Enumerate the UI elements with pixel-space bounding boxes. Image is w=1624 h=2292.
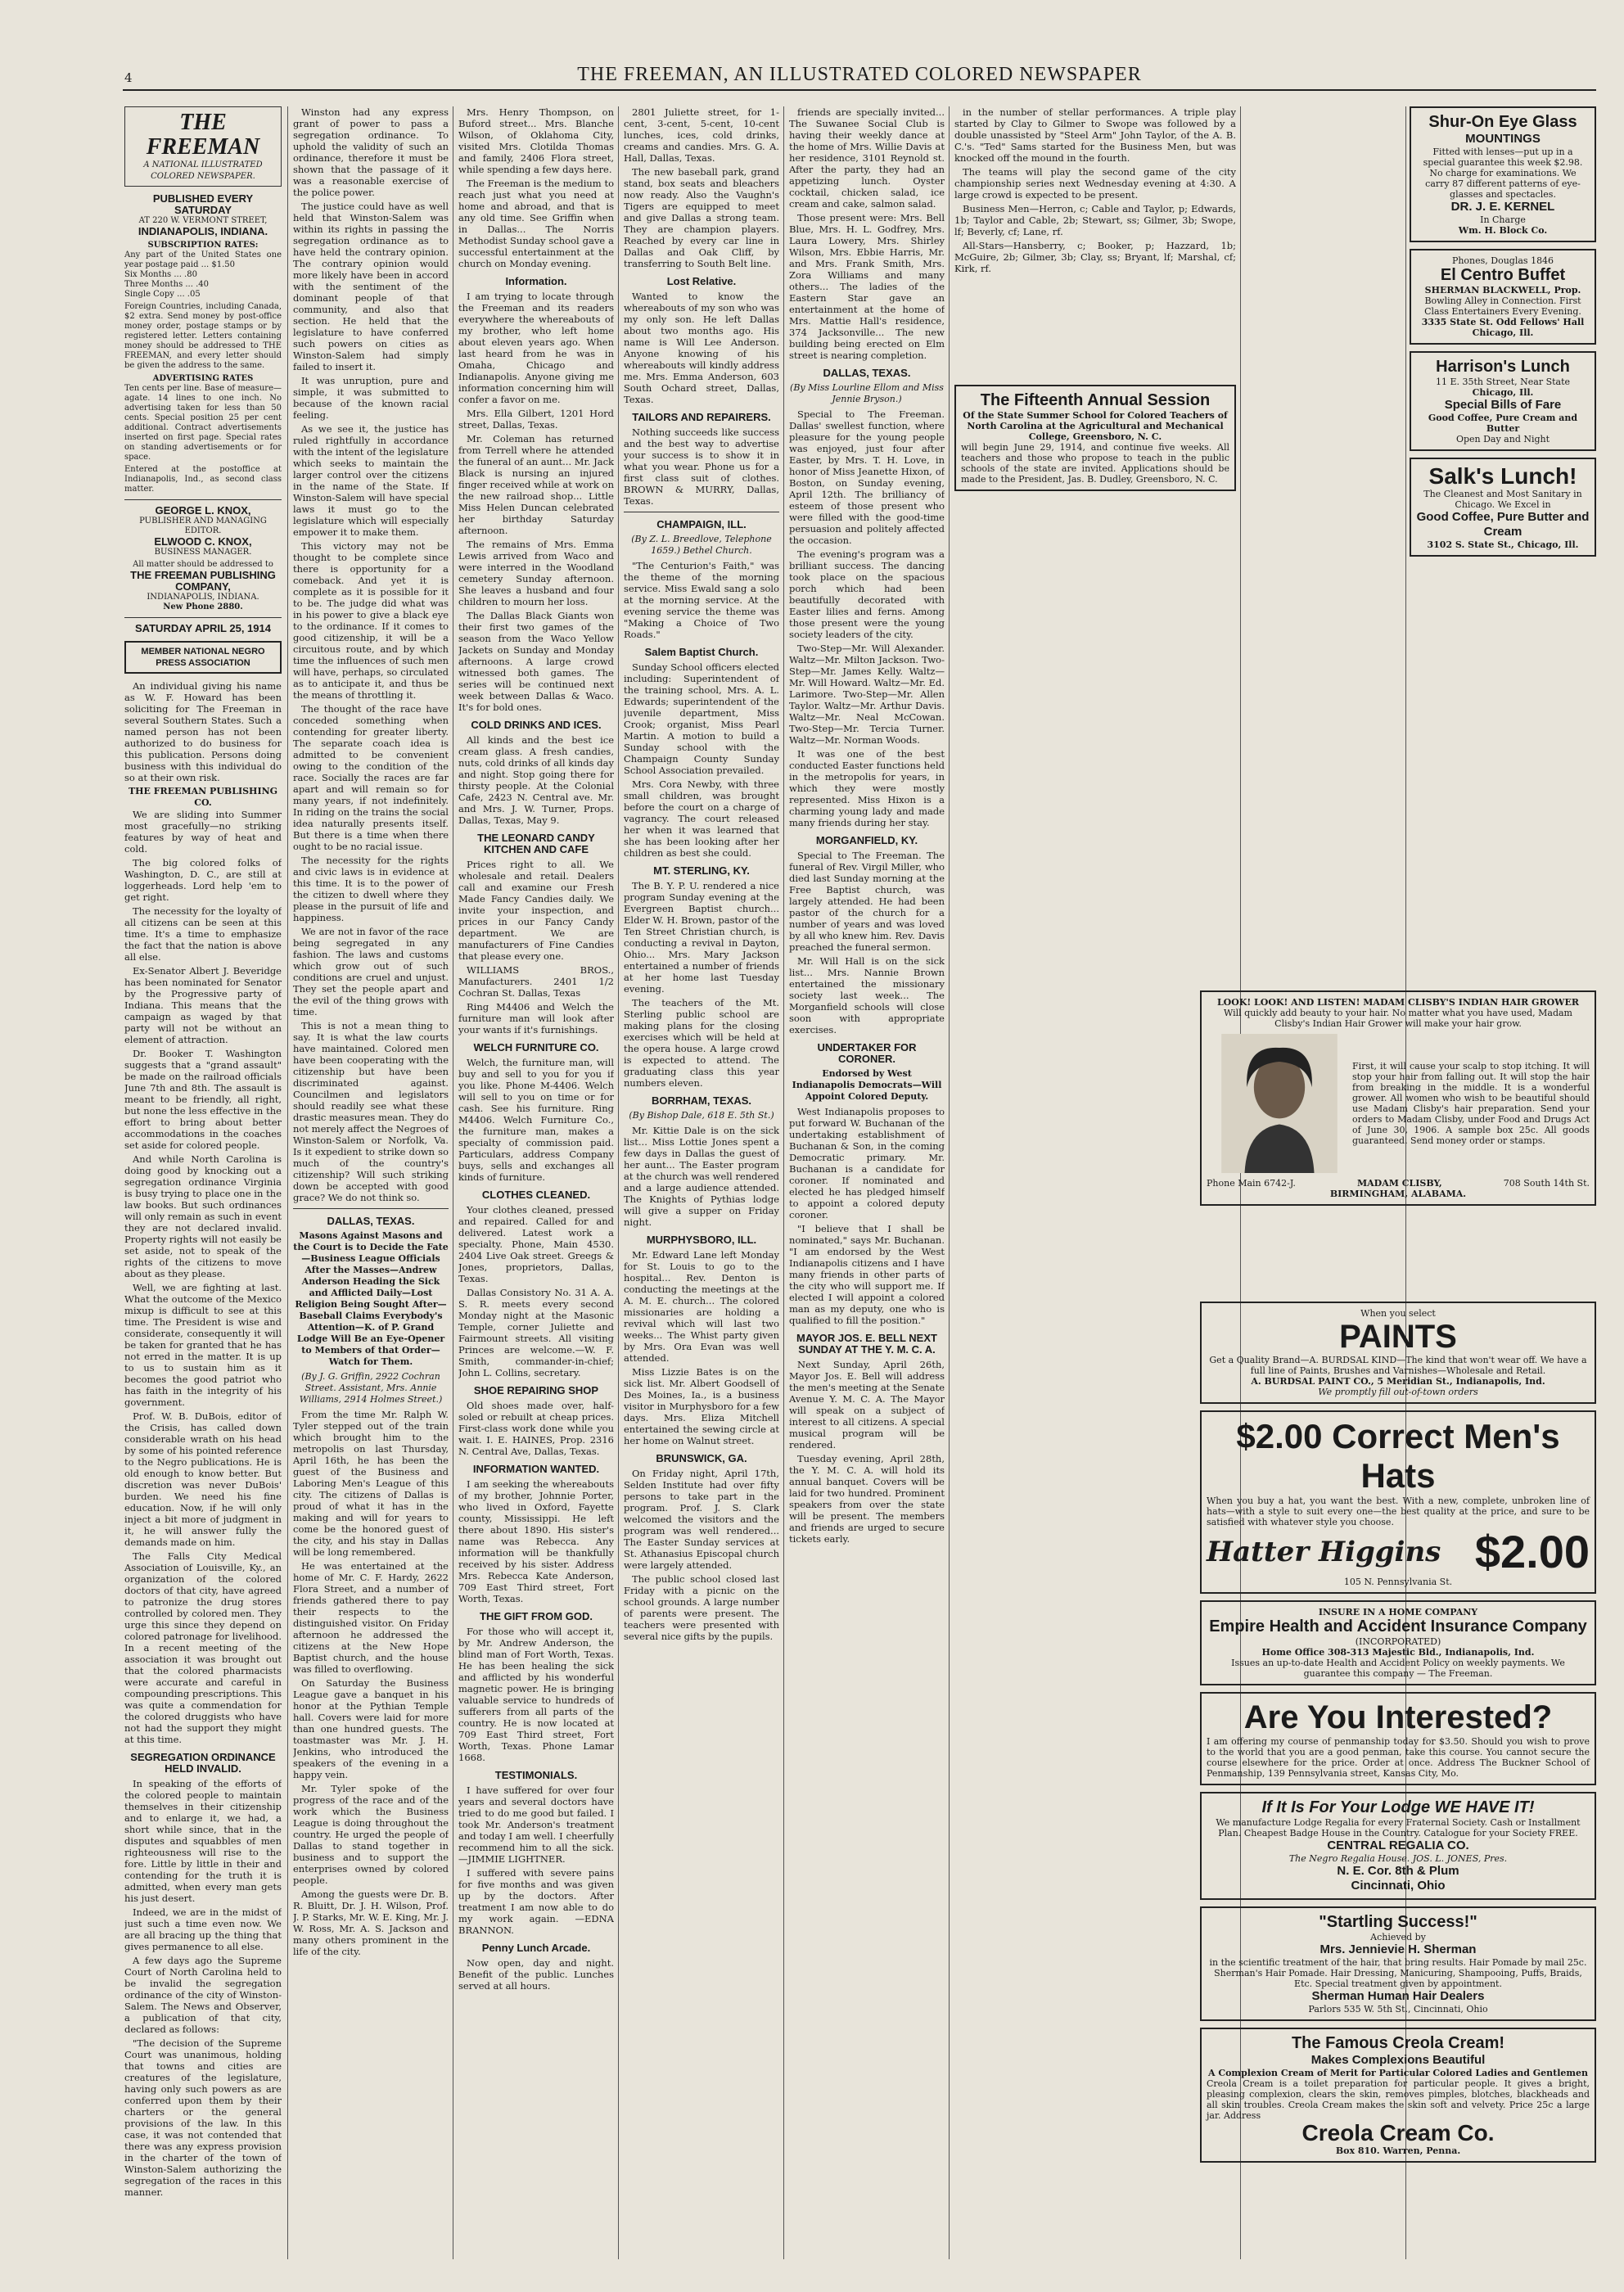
article-headline: Salem Baptist Church. — [644, 646, 759, 658]
article-paragraph: The Dallas Black Giants won their first two games of the season from the Waco Yellow Jackets on Sunday and Monday afternoons. A large crowd witnessed both games. The series will be continued next week between Dallas & Waco. It's for bold ones. — [458, 610, 614, 713]
article-paragraph: Mrs. Ella Gilbert, 1201 Hord street, Dallas, Texas. — [458, 408, 614, 431]
advertising-text: Ten cents per line. Base of measure—agate. 14 lines to one inch. No advertising taken for less than 50 cents. Special position 25 per cent additional. Contract advertisements inserted on first page. Special rates on standing advertisements or for space. — [124, 384, 282, 462]
article-paragraph: Your clothes cleaned, pressed and repaired. Called for and delivered. Latest work a specialty. Phone, Main 4530. 2404 Live Oak street. Greegs & Jones, proprietors, Dallas, Texas. — [458, 1204, 614, 1284]
woman-portrait-image — [1218, 1034, 1341, 1173]
article-paragraph: Welch, the furniture man, will buy and sell to you for you if you like. Phone M-4406. Welch will sell to you on time or for cash. See his furniture. Ring M4406. Welch Furniture Co., the furniture man, makes a specialty of commission paid. Particulars, address Company buys, sells and exchanges all kinds of furniture. — [458, 1057, 614, 1183]
article-headline: Lost Relative. — [666, 275, 737, 287]
hats-brand-row — [1207, 1527, 1590, 1577]
article-paragraph: This is not a mean thing to say. It is what the law courts have maintained. Colored men have been cooperating with the citizenship but have been discriminated against. Councilmen and legislators should readily see what these drastic measures mean. They do not merely affect the Negroes of Winston-Salem or Norfolk, Va. Is it expedient to strike down so much of the country's citizenship? Will such striking down be accepted with good grace? We do not think so. — [293, 1020, 449, 1203]
shur-text: Fitted with lenses—put up in a special guarantee this week $2.98. No charge for examinations. We carry 87 different patterns of eye-glasses and spectacles. — [1423, 147, 1583, 200]
manager-title: BUSINESS MANAGER. — [154, 548, 252, 557]
article-paragraph: Old shoes made over, half-soled or rebuilt at cheap prices. First-class work done while you wait. I. E. HAINES, Prop. 2316 N. Central Ave, Dallas, Texas. — [458, 1400, 614, 1457]
article-paragraph: 2801 Juliette street, for 1-cent, 3-cent, 5-cent, 10-cent lunches, ices, cold drinks, creams and candies. Mrs. G. A. Hall, Dallas, Texas. — [624, 106, 779, 164]
press-association-badge: MEMBER NATIONAL NEGRO PRESS ASSOCIATION — [124, 641, 282, 674]
creola-cream-ad — [1200, 2028, 1596, 2163]
issue-date: SATURDAY APRIL 25, 1914 — [135, 622, 271, 634]
article-paragraph: In speaking of the efforts of the colored people to maintain themselves in their citizenship and to enlarge it, we had, a short while since, that in the disputes and squabbles of men righteousness will rise to the fore. Little by little in their and contending for the truth it is admitted, when every man gets his just desert. — [124, 1778, 282, 1904]
harrison-title: Harrison's Lunch — [1436, 358, 1570, 376]
harrisons-lunch-ad — [1410, 351, 1596, 451]
article-headline: MT. STERLING, KY. — [653, 864, 750, 877]
regalia-ad — [1200, 1792, 1596, 1900]
interested-text: I am offering my course of penmanship today for $3.50. Should you wish to prove to the world that you are a good penman, take this course. You cannot secure the course elsewhere for the price. Order at once. Address The Buckner School of Penmanship, 139 Pennsylvania street, Kansas City, Mo. — [1207, 1736, 1590, 1779]
article-paragraph: Special to The Freeman. Dallas' swellest function, where pleasure for the young people was enjoyed, just four after Easter, by Mrs. T. H. Love, in honor of Miss Jeanette Hixon, of Boston, on Sunday evening, April 12th. The brilliancy of esteem of those present who were filled with the good-time persuasion and politely affected the occasion. — [789, 408, 945, 546]
regalia-company: CENTRAL REGALIA CO. — [1327, 1839, 1469, 1852]
article-headline: SHOE REPAIRING SHOP — [473, 1384, 599, 1396]
salk-title: Salk's Lunch! — [1428, 463, 1577, 489]
article-paragraph: The public school closed last Friday with a picnic on the school grounds. A large number of parents were present. The teachers were presented with several nice gifts by the pupils. — [624, 1573, 779, 1642]
column-5 — [789, 106, 945, 2259]
centro-title: El Centro Buffet — [1440, 266, 1566, 284]
subscription-rate: Single Copy ... .05 — [124, 290, 201, 299]
creola-text: Creola Cream is a toilet preparation for particular people. It gives a bright, pleasing complexion, clears the skin, removes pimples, blotches, blackheads and all skin troubles. Creola Cream makes the skin soft and velvety. Price 25c a large jar. Address — [1207, 2078, 1590, 2121]
article-paragraph: For those who will accept it, by Mr. Andrew Anderson, the blind man of Fort Worth, Texas. He has been healing the sick and afflicted by his wonderful magnetic power. He is bringing valuable service to hundreds of sufferers from all parts of the country. He is now located at 709 East Third street, Fort Worth, Texas. Phone Lamar 1668. — [458, 1626, 614, 1763]
session-text: will begin June 29, 1914, and continue five weeks. All teachers and those who propose to teach in the public schools of the state are invited. Applications should be made to the President, Jas. B. Dudley, Greensboro, N. C. — [961, 442, 1229, 485]
article-headline: INFORMATION WANTED. — [472, 1463, 600, 1475]
divider — [124, 617, 282, 618]
empire-text: Issues an up-to-date Health and Accident Policy on weekly payments. We guarantee this company — The Freeman. — [1231, 1658, 1565, 1679]
shur-company: Wm. H. Block Co. — [1458, 225, 1548, 236]
article-paragraph: Dr. Booker T. Washington suggests that a "grand assault" be made on the railroad officials June 7th and 8th. The assault is meant to be friendly, all right, but none the less effective in the effort to bring about better accommodations in the coaches set aside for colored people. — [124, 1048, 282, 1151]
team-lineup: All-Stars—Hansberry, c; Booker, p; Hazzard, 1b; McGuire, 2b; Gilmer, 3b; Clay, ss; Bryant, lf; Marshal, cf; Kirk, rf. — [954, 240, 1236, 274]
article-headline: Penny Lunch Arcade. — [481, 1942, 591, 1954]
article-headline: CHAMPAIGN, ILL. — [656, 518, 747, 530]
regalia-text: We manufacture Lodge Regalia for every Fraternal Society. Cash or Installment Plan. Cheapest Badge House in the Country. Catalogue for your Society FREE. — [1216, 1817, 1581, 1839]
shur-doctor: DR. J. E. KERNEL — [1450, 200, 1555, 214]
startling-address: Parlors 535 W. 5th St., Cincinnati, Ohio — [1308, 2004, 1488, 2015]
creola-title: The Famous Creola Cream! — [1291, 2034, 1505, 2052]
hats-price: $2.00 — [1474, 1526, 1590, 1577]
article-headline: BRUNSWICK, GA. — [656, 1452, 747, 1464]
team-lineup: Business Men—Herron, c; Cable and Taylor, p; Edwards, 1b; Taylor and Cable, 2b; Stewart, ss; Gilmer, 3b; Swope, lf; Beverly, cf; Lane, rf. — [954, 203, 1236, 237]
editor-title: PUBLISHER AND MANAGING EDITOR. — [139, 517, 267, 535]
article-paragraph: Mr. Tyler spoke of the progress of the race and of the work which the Business League is doing throughout the country. He urged the people of Dallas to stand together in business and to support the enterprises owned by colored people. — [293, 1783, 449, 1886]
startling-text: in the scientific treatment of the hair, that bring results. Hair Pomade by mail 25c. Sherman's Hair Pomade. Hair Dressing, Manicuring, Shampooing, Puffs, Braids, Etc. Special treatment given by appointment. — [1209, 1957, 1587, 1989]
hats-brand: Hatter Higgins — [1207, 1536, 1441, 1568]
sherman-hair-ad — [1200, 1906, 1596, 2021]
shur-subtitle: MOUNTINGS — [1465, 132, 1541, 146]
article-paragraph: A few days ago the Supreme Court of North Carolina held to be invalid the segregation ordinance of the city of Winston-Salem. The News and Observer, a publication of that city, declared as follows: — [124, 1955, 282, 2035]
article-headline: DALLAS, TEXAS. — [823, 367, 911, 379]
article-paragraph: Ex-Senator Albert J. Beveridge has been nominated for Senator by the Progressive party of Indiana. This means that the campaign as waged by that party will not be without an element of attraction. — [124, 965, 282, 1045]
salk-address: 3102 S. State St., Chicago, Ill. — [1427, 539, 1579, 550]
article-paragraph: friends are specially invited... The Suwanee Social Club is having their weekly dance at the home of Mrs. Willie Davis at her residence, 3101 Reynold st. After the party, they had an appetizing lunch. Oyster cocktail, chicken salad, ice cream and cake, salmon salad. — [789, 106, 945, 210]
article-paragraph: The justice could have as well held that Winston-Salem was within its rights in passing the segregation ordinance as to have held the contrary opinion. The contrary opinion would more likely have been in accord with the sentiment of the dominant people of that community, and also that section. He held that the legislature to have conferred such powers on cities as Winston-Salem had simply failed to insert it. — [293, 201, 449, 372]
harrison-special: Special Bills of Fare — [1444, 398, 1562, 412]
article-paragraph: The teams will play the second game of the city championship series next Wednesday evening at 4:30. A large crowd is expected to be present. — [954, 166, 1236, 201]
paints-company: A. BURDSAL PAINT CO., 5 Meridian St., Indianapolis, Ind. — [1251, 1376, 1545, 1387]
portrait-illustration — [1218, 1034, 1341, 1173]
article-paragraph: Well, we are fighting at last. What the outcome of the Mexico mixup is difficult to see at this time. The President is wise and considerate, consequently it will be taken for granted that he has not erred in the matter. It is up to us to sustain him as it becomes the good patriot who has faith in the integrity of his government. — [124, 1282, 282, 1408]
article-byline: (By Z. L. Breedlove, Telephone 1659.) Bethel Church. — [631, 534, 772, 556]
harrison-address: 11 E. 35th Street, Near State — [1435, 377, 1571, 387]
article-paragraph: West Indianapolis proposes to put forward W. Buchanan of the undertaking establishment of Buchanan & Son, in the coming Democratic primary. Mr. Buchanan is a candidate for coroner. If nominated and elected he has pledged himself to appoint a colored deputy coroner. — [789, 1106, 945, 1220]
column-4 — [624, 106, 779, 2259]
column-3 — [458, 106, 614, 2259]
empire-insurance-ad — [1200, 1600, 1596, 1685]
article-paragraph: Wanted to know the whereabouts of my son who was my only son. He left Dallas about two months ago. His name is Will Lee Anderson. Anyone knowing of his whereabouts will kindly address me. Mrs. Emma Anderson, 603 South Ochard street, Dallas, Texas. — [624, 291, 779, 405]
hats-title: $2.00 Correct Men's Hats — [1236, 1417, 1560, 1495]
article-paragraph: The thought of the race have conceded something when contending for greater liberty. The separate coach idea is admitted to be convenient owing to the condition of the race. Socially the races are far apart and will remain so for many years, if not indefinitely. In riding on the trains the social idea naturally presents itself. But there is a time when there ought to be no racial issue. — [293, 703, 449, 852]
paints-title: PAINTS — [1339, 1319, 1457, 1355]
clisby-body — [1207, 1029, 1590, 1178]
article-paragraph: It was one of the best conducted Easter functions held in the metropolis for years, in which they were mostly represented. Miss Hixon is a charming young lady and made many friends during her stay. — [789, 748, 945, 828]
article-paragraph: This victory may not be thought to be complete since there is opportunity for a comeback. And yet it is complete as it is possible for it to be. The judge did what was in his power to give a black eye to the ordinance. If it comes to good citizenship, it will be a circuitous route, and by which time the influences of such men will have, perhaps, so circulated as to anticipate it, and thus be the means of throttling it. — [293, 540, 449, 701]
article-paragraph: Mrs. Cora Newby, with three small children, was brought before the court on a charge of vagrancy. The court released her when it was learned that she has been looking after her children as best she could. — [624, 778, 779, 859]
article-headline: MAYOR JOS. E. BELL NEXT SUNDAY AT THE Y. M. C. A. — [796, 1332, 937, 1356]
article-paragraph: "The decision of the Supreme Court was unanimous, holding that towns and cities are creatures of the legislature, having only such powers as are conferred upon them by their charters or the general provisions of the law. In this case, it was not contended that there was any express provision in the charter of the town of Winston-Salem authorizing the segregation of the races in this manner. — [124, 2037, 282, 2198]
entered-note: Entered at the postoffice at Indianapolis, Ind., as second class matter. — [124, 465, 282, 494]
column-1 — [124, 106, 282, 2259]
hats-ad — [1200, 1410, 1596, 1594]
article-headline: DALLAS, TEXAS. — [327, 1215, 415, 1227]
salk-food: Good Coffee, Pure Butter and Cream — [1416, 510, 1590, 539]
subscription-rate: Three Months ... .40 — [124, 280, 209, 289]
salk-subtitle: The Cleanest and Most Sanitary in Chicago. We Excel in — [1423, 489, 1582, 510]
article-paragraph: The new baseball park, grand stand, box seats and bleachers now ready. Also the Vaughn's Tigers are equipped to meet and give Dallas a strong team. They are champion players. Reached by every car line in Dallas and Oak Cliff, by transferring to South Belt line. — [624, 166, 779, 269]
article-headline: UNDERTAKER FOR CORONER. — [817, 1041, 917, 1065]
regalia-address: N. E. Cor. 8th & Plum — [1337, 1864, 1459, 1878]
startling-title: "Startling Success!" — [1319, 1913, 1477, 1931]
manager-name: ELWOOD C. KNOX, — [154, 535, 252, 548]
foreign-rates: Foreign Countries, including Canada, $2 extra. Send money by post-office money order, postage stamps or by registered letter. Letters containing money should be addressed to THE FREEMAN, and every letter should be given the address to the same. — [124, 302, 282, 370]
article-paragraph: The Freeman is the medium to reach just what you need at home and abroad, and that is any old time. See Griffin when in Dallas... The Norris Methodist Sunday school gave a successful entertainment at the church on Monday evening. — [458, 178, 614, 269]
paper-name: THE FREEMAN — [146, 110, 260, 160]
article-paragraph: I suffered with severe pains for five months and was given up by the doctors. After treatment I am now able to do my work again. —EDNA BRANNON. — [458, 1867, 614, 1936]
dance-program: Two-Step—Mr. Will Alexander. Waltz—Mr. Milton Jackson. Two-Step—Mr. James Kelly. Waltz—Mr. Will Howard. Waltz—Mr. Ed. Larimore. Two-Step—Mr. Allen Taylor. Waltz—Mr. Arthur Davis. Waltz—Mr. Neal McCowan. Two-Step—Mr. Tercia Turner. Waltz—Mr. Norman Woods. — [789, 643, 945, 746]
article-paragraph: Mrs. Henry Thompson, on Buford street... Mrs. Blanche Wilson, of Oklahoma City, visited Mrs. Clotilda Thomas and family, 2406 Flora street, while spending a few days here. — [458, 106, 614, 175]
article-paragraph: "The Centurion's Faith," was the theme of the morning service. Miss Ewald sang a solo at the morning service. At the evening service the theme was "Making a Choice of Two Roads." — [624, 560, 779, 640]
article-paragraph: Prices right to all. We wholesale and retail. Dealers call and examine our Fresh Made Fancy Candies daily. We invite your inspection, and prices in our Fancy Candy department. We are manufacturers of Fine Candies that please every one. — [458, 859, 614, 962]
creola-subtitle: Makes Complexions Beautiful — [1310, 2053, 1486, 2067]
paints-ad — [1200, 1302, 1596, 1404]
article-paragraph: in the number of stellar performances. A triple play started by Clay to Gilmer to Swope was followed by a double unassisted by "Steel Arm" John Taylor, of the A. B. C.'s. "Ted" Sams started for the Business Men, but was knocked off the mound in the fourth. — [954, 106, 1236, 164]
column-rule — [783, 106, 784, 2259]
article-paragraph: Indeed, we are in the midst of just such a time even now. We are all bracing up the thing that gives permanence to all else. — [124, 1906, 282, 1952]
empire-office: Home Office 308-313 Majestic Bld., Indianapolis, Ind. — [1261, 1647, 1535, 1658]
clisby-text: First, it will cause your scalp to stop itching. It will stop your hair from falling out. It will stop the hair from breaking in the middle. It is a wonderful grower. All women who wish to be beautiful should use Madam Clisby's hair preparation. Send your orders to Madam Clisby, under Food and Drugs Act of June 30, 1906. A sample box 25c. All goods guaranteed. Send money order or stamps. — [1352, 1061, 1590, 1146]
article-subhead: Masons Against Masons and the Court is to Decide the Fate—Business League Officials After the Masses—Andrew Anderson Heading the Sick and Afflicted Daily—Lost Religion Being Sought After—Baseball Claims Everybody's Attention—K. of P. Grand Lodge Will Be an Eye-Opener to Members of that Order—Watch for Them. — [293, 1230, 449, 1367]
article-paragraph: He was entertained at the home of Mr. C. F. Hardy, 2622 Flora Street, and a number of friends gathered there to pay their respects to the distinguished visitor. On Friday afternoon he addressed the citizens at the New Hope Baptist church, and the house was filled to overflowing. — [293, 1560, 449, 1675]
clisby-hair-grower-ad — [1200, 990, 1596, 1206]
company-city: INDIANAPOLIS, INDIANA. — [147, 593, 259, 602]
centro-owner: SHERMAN BLACKWELL, Prop. — [1424, 285, 1581, 296]
clisby-ad-area — [1200, 990, 1596, 1293]
article-paragraph: Those present were: Mrs. Bell Blue, Mrs. H. L. Godfrey, Mrs. Laura Lowery, Mrs. Shirley Wilson, Mrs. Ebbie Harris, Mr. and Mrs. Frank Smith, Mrs. Zora Williams and many others... The ladies of the Eastern Star gave an entertainment at the home of Mrs. Mattie Hall's residence, 374 Jacksonville... The new building being erected on Elm street is nearing completion. — [789, 212, 945, 361]
session-title: The Fifteenth Annual Session — [980, 391, 1211, 409]
session-notice — [954, 385, 1236, 581]
column-rule — [287, 106, 288, 2259]
article-paragraph: I am trying to locate through the Freeman and its readers everywhere the whereabouts of my brother, who left home about eleven years ago. When last heard from he was in Omaha, Chicago and Indianapolis. Anyone giving me information concerning him will confer a favor on me. — [458, 291, 614, 405]
startling-company: Sherman Human Hair Dealers — [1311, 1989, 1485, 2003]
column-2 — [293, 106, 449, 2259]
article-headline: Information. — [505, 275, 567, 287]
column-rule — [949, 106, 950, 2259]
article-paragraph: Prof. W. B. DuBois, editor of the Crisis, has called down considerable wrath on his head by some of his pointed reference to the Negro publications. He is old enough to know better. But discretion was never DuBois' burden. We need his fine education. Now, if he will only inject a bit more of judgment in it, he will answer fully the demands made on him. — [124, 1410, 282, 1548]
article-headline: CLOTHES CLEANED. — [481, 1189, 591, 1201]
harrison-hours: Open Day and Night — [1455, 434, 1550, 444]
article-paragraph: The necessity for the rights and civic laws is in evidence at this time. It is to the power of the citizen to dwell where they please in the pursuit of life and happiness. — [293, 855, 449, 923]
creola-address: Box 810. Warren, Penna. — [1335, 2145, 1461, 2156]
article-paragraph: We are sliding into Summer most gracefully—no striking features by way of heat and cold. — [124, 809, 282, 855]
clisby-address: 708 South 14th St. — [1503, 1178, 1590, 1189]
regalia-city: Cincinnati, Ohio — [1351, 1879, 1446, 1893]
address-to: All matter should be addressed to — [133, 560, 273, 569]
clisby-city: BIRMINGHAM, ALABAMA. — [1329, 1189, 1467, 1199]
article-headline: BORRHAM, TEXAS. — [651, 1094, 752, 1107]
shur-doctor-sub: In Charge — [1480, 214, 1526, 225]
article-paragraph: The big colored folks of Washington, D. C., are still at loggerheads. Lord help 'em to get right. — [124, 857, 282, 903]
divider — [124, 499, 282, 500]
clisby-name: MADAM CLISBY, — [1356, 1178, 1442, 1189]
newspaper-masthead: THE FREEMAN, AN ILLUSTRATED COLORED NEWSPAPER — [123, 64, 1596, 91]
article-signature: THE FREEMAN PUBLISHING CO. — [128, 786, 278, 808]
empire-incorporated: (INCORPORATED) — [1355, 1636, 1441, 1647]
startling-name: Mrs. Jennievie H. Sherman — [1320, 1942, 1477, 1956]
article-headline: THE LEONARD CANDY KITCHEN AND CAFE — [477, 832, 595, 855]
article-paragraph: Among the guests were Dr. B. R. Bluitt, Dr. J. H. Wilson, Prof. J. P. Starks, Mr. W. E. King, Mr. J. W. Ross, Mr. A. S. Jackson and many others prominent in the life of the city. — [293, 1888, 449, 1957]
hats-text: When you buy a hat, you want the best. With a new, complete, unbroken line of hats—with a style to suit every one—the best quality at the price, and sure to be satisfied with whatever style you choose. — [1207, 1496, 1590, 1527]
article-paragraph: The Falls City Medical Association of Louisville, Ky., an organization of the colored doctors of that city, have agreed to patronize the drug stores controlled by colored men. They urge this since they depend on colored patronage for livelihood. In a recent meeting of the association it was brought out that the colored pharmacists were accurate and careful in compounding prescriptions. This was quite a commendation for the colored druggists who have not had the support they might at this time. — [124, 1550, 282, 1745]
creola-company: Creola Cream Co. — [1301, 2120, 1495, 2145]
el-centro-ad — [1410, 249, 1596, 345]
article-paragraph: On Friday night, April 17th, Selden Institute had over fifty persons to take part in the program. Prof. J. S. Clark welcomed the visitors and the program was well rendered... The Easter Sunday services at St. Athanasius Episcopal church were largely attended. — [624, 1468, 779, 1571]
article-paragraph: Mr. Edward Lane left Monday for St. Louis to go to the hospital... Rev. Denton is conducting the meetings at the A. M. E. church... The colored missionaries are holding a revival which will last two weeks... The Whist party given by Mrs. Ora Evan was well attended. — [624, 1249, 779, 1364]
salks-lunch-ad — [1410, 458, 1596, 557]
session-subtitle: Of the State Summer School for Colored Teachers of North Carolina at the Agricultural and Mechanical College, Greensboro, N. C. — [963, 410, 1228, 442]
article-paragraph: Miss Lizzie Bates is on the sick list. Mr. Albert Goodsell of Des Moines, Ia., is a business visitor in Murphysboro for a few days. Mrs. Eliza Mitchell entertained the sewing circle at her home on Walnut street. — [624, 1366, 779, 1446]
article-headline: TAILORS AND REPAIRERS. — [632, 411, 771, 423]
article-paragraph: Next Sunday, April 26th, Mayor Jos. E. Bell will address the men's meeting at the Senate Avenue Y. M. C. A. The Mayor will speak on a subject of interest to all citizens. A special musical program will be rendered. — [789, 1359, 945, 1451]
article-headline: WELCH FURNITURE CO. — [473, 1041, 599, 1054]
harrison-food: Good Coffee, Pure Cream and Butter — [1428, 413, 1578, 434]
paints-shipping: We promptly fill out-of-town orders — [1318, 1387, 1478, 1397]
article-paragraph: I am seeking the whereabouts of my brother, Johnnie Porter, who lived in Oxford, Fayette county, Mississippi. He left there about 1890. His sister's name was Rebecca. Any information will be thankfully received by his sister. Address Mrs. Rebecca Kate Anderson, 709 East Third street, Fort Worth, Texas. — [458, 1478, 614, 1604]
article-headline: MORGANFIELD, KY. — [815, 834, 918, 846]
article-headline: COLD DRINKS AND ICES. — [471, 719, 602, 731]
startling-sub: Achieved by — [1370, 1932, 1426, 1942]
article-paragraph: Mr. Kittie Dale is on the sick list... Miss Lottie Jones spent a few days in Dallas the guest of her aunt... The Easter program at the church was well rendered and a large audience attended. The Knights of Pythias lodge will give a supper on Friday night. — [624, 1125, 779, 1228]
article-paragraph: The B. Y. P. U. rendered a nice program Sunday evening at the Evergreen Baptist church... Elder W. H. Brown, pastor of the Ten Street Christian church, is conducting a revival in Dayton, Ohio... Mrs. Mary Jackson entertained a number of friends at her home last Tuesday evening. — [624, 880, 779, 995]
paints-intro: When you select — [1360, 1308, 1436, 1319]
article-paragraph: Now open, day and night. Benefit of the public. Lunches served at all hours. — [458, 1957, 614, 1992]
harrison-city: Chicago, Ill. — [1472, 387, 1534, 398]
article-paragraph: Winston had any express grant of power to pass a segregation ordinance. To uphold the validity of such an ordinance, therefore it must be shown that the passage of it was a reasonable exercise of the police power. — [293, 106, 449, 198]
article-headline: TESTIMONIALS. — [494, 1769, 578, 1781]
column-rule — [618, 106, 619, 2259]
article-paragraph: All kinds and the best ice cream glass. A fresh candies, nuts, cold drinks of all kinds day and night. Stop going there for thirsty people. At the Colonial Cafe, 2423 N. Central ave. Mr. and Mrs. J. W. Turner, Props. Dallas, Texas, May 9. — [458, 734, 614, 826]
article-paragraph: We are not in favor of the race being segregated in any fashion. The laws and customs which grow out of such conditions are cruel and unjust. They set the people apart and the evil of the thing grows with time. — [293, 926, 449, 1017]
article-paragraph: Ring M4406 and Welch the furniture man will look after your wants if it's furnishings. — [458, 1001, 614, 1035]
creola-subtitle-2: A Complexion Cream of Merit for Particular Colored Ladies and Gentlemen — [1207, 2068, 1589, 2078]
paints-text: Get a Quality Brand—A. BURDSAL KIND—The kind that won't wear off. We have a full line of Paints, Brushes and Varnishes—Wholesale and Retail. — [1209, 1355, 1587, 1376]
office-city: INDIANAPOLIS, INDIANA. — [138, 225, 268, 237]
shur-title: Shur-On Eye Glass — [1428, 113, 1577, 131]
article-paragraph: Sunday School officers elected including: Superintendent of the training school, Mrs. A. L. Edwards; superintendent of the juvenile department, Miss Crook; organist, Miss Pearl Martin. A motion to build a Sunday school with the Champaign County Sunday School Association prevailed. — [624, 661, 779, 776]
article-paragraph: On Saturday the Business League gave a banquet in his honor at the Pythian Temple hall. Covers were laid for more than one hundred guests. The toastmaster was Mr. J. H. Jenkins, who introduced the speakers of the evening in a happy vein. — [293, 1677, 449, 1780]
paper-tagline: A NATIONAL ILLUSTRATED COLORED NEWSPAPER. — [143, 160, 263, 181]
regalia-headline: If It Is For Your Lodge WE HAVE IT! — [1261, 1798, 1535, 1816]
article-paragraph: Tuesday evening, April 28th, the Y. M. C. A. will hold its annual banquet. Covers will be laid for two hundred. Prominent speakers from over the state will be present. The members and friends are urged to secure tickets early. — [789, 1453, 945, 1545]
article-paragraph: "I believe that I shall be nominated," says Mr. Buchanan. "I am endorsed by the West Indianapolis citizens and I have many friends in other parts of the city who will support me. If elected I will appoint a colored man as my deputy, one who is qualified to fill the position." — [789, 1223, 945, 1326]
subscription-rate: Any part of the United States one year postage paid ... $1.50 — [124, 250, 282, 269]
clisby-footer — [1207, 1178, 1590, 1189]
article-paragraph: Mr. Coleman has returned from Terrell where he attended the funeral of an aunt... Mr. Jack Black is nursing an injured finger received while at work on the new railroad shop... Little Miss Helen Duncan celebrated her birthday Saturday afternoon. — [458, 433, 614, 536]
article-byline: (By Bishop Dale, 618 E. 5th St.) — [629, 1110, 774, 1121]
phone-number: New Phone 2880. — [163, 602, 243, 611]
centro-address: 3335 State St. Odd Fellows' Hall Chicago, Ill. — [1421, 317, 1585, 338]
subscription-title: SUBSCRIPTION RATES: — [147, 241, 259, 250]
hats-address: 105 N. Pennsylvania St. — [1343, 1577, 1453, 1587]
shur-on-ad — [1410, 106, 1596, 242]
article-paragraph: I have suffered for over four years and several doctors have tried to do me good but failed. I took Mr. Anderson's treatment and today I am well. I cheerfully recommend him to all the sick. —JIMMIE LIGHTNER. — [458, 1784, 614, 1865]
article-paragraph: The remains of Mrs. Emma Lewis arrived from Waco and were interred in the Woodland cemetery Sunday afternoon. She leaves a husband and four children to mourn her loss. — [458, 539, 614, 607]
centro-text: Bowling Alley in Connection. First Class Entertainers Every Evening. — [1424, 296, 1581, 317]
article-paragraph: An individual giving his name as W. F. Howard has been soliciting for The Freeman in several Southern States. Such a named person has not been authorized to do business for this publication. Persons doing business with this individual do so at their own risk. — [124, 680, 282, 783]
article-paragraph: It was unruption, pure and simple, it was submitted to because of the known racial feeling. — [293, 375, 449, 421]
article-paragraph: The necessity for the loyalty of all citizens can be seen at this time. It's a time to emphasize the fact that the nation is above all else. — [124, 905, 282, 963]
article-byline: (By Miss Lourline Ellom and Miss Jennie Bryson.) — [790, 382, 944, 404]
article-paragraph: From the time Mr. Ralph W. Tyler stepped out of the train which brought him to the metropolis on last Thursday, April 16th, he has been the guest of the Business and Laboring Men's League of this city. The citizens of Dallas is proud of what it has in the making and will for years to come be the honored guest of the city, and his stay in Dallas will be long remembered. — [293, 1409, 449, 1558]
article-headline: MURPHYSBORO, ILL. — [646, 1234, 757, 1246]
article-paragraph: Nothing succeeds like success and the best way to advertise your success is to show it in what you wear. Phone us for a first class suit of clothes. BROWN & MURRY, Dallas, Texas. — [624, 426, 779, 507]
article-paragraph: And while North Carolina is doing good by knocking out a segregation ordinance Virginia is busy trying to place one in the law books. But such ordinances will only remain as such in event they are not declared invalid. Property rights will not easily be set aside, not to speak of the rights of the citizens to move about as they please. — [124, 1153, 282, 1279]
article-paragraph: The evening's program was a brilliant success. The dancing took place on the spacious porch which had been beautifully decorated with Easter lilies and ferns. Among those present were the young society leaders of the city. — [789, 548, 945, 640]
article-headline: SEGREGATION ORDINANCE HELD INVALID. — [130, 1751, 276, 1775]
summer-school-ad — [954, 385, 1236, 491]
article-paragraph: Mr. Will Hall is on the sick list... Mrs. Nannie Brown entertained the missionary society last week... The Morganfield schools will close soon with appropriate exercises. — [789, 955, 945, 1035]
penmanship-ad — [1200, 1692, 1596, 1785]
clisby-line: Will quickly add beauty to your hair. No matter what you have used, Madam Clisby's Indian Hair Grower will make your hair grow. — [1224, 1008, 1572, 1029]
advertising-title: ADVERTISING RATES — [152, 374, 254, 383]
subscription-rate: Six Months ... .80 — [124, 270, 197, 279]
article-paragraph: The teachers of the Mt. Sterling public school are making plans for the closing exercises which will be held at the opera house. A large crowd is expected to attend. The graduating class this year numbers eleven. — [624, 997, 779, 1089]
paper-nameplate — [124, 106, 282, 187]
editor-name: GEORGE L. KNOX, — [155, 504, 251, 517]
phone-line: Phones, Douglas 1846 — [1451, 255, 1554, 266]
page-number: 4 — [124, 70, 133, 85]
interested-title: Are You Interested? — [1243, 1699, 1553, 1735]
article-headline: THE GIFT FROM GOD. — [480, 1610, 593, 1622]
company-name: THE FREEMAN PUBLISHING COMPANY, — [130, 569, 276, 593]
empire-title: Empire Health and Accident Insurance Company — [1209, 1617, 1587, 1636]
empire-pre: INSURE IN A HOME COMPANY — [1318, 1607, 1478, 1617]
clisby-headline: LOOK! LOOK! AND LISTEN! MADAM CLISBY'S INDIAN HAIR GROWER — [1216, 997, 1580, 1008]
office-address: AT 220 W. VERMONT STREET, — [138, 216, 268, 225]
article-subhead: Endorsed by West Indianapolis Democrats—Will Appoint Colored Deputy. — [792, 1068, 942, 1102]
regalia-subtitle: The Negro Regalia House. JOS. L. JONES, Pres. — [1288, 1853, 1508, 1864]
article-paragraph: Dallas Consistory No. 31 A. A. S. R. meets every second Monday night at the Masonic Temple, corner Juliette and Fairmount streets. All visiting Princes are welcome.—W. F. Smith, commander-in-chief; John L. Collins, secretary. — [458, 1287, 614, 1378]
article-paragraph: Special to The Freeman. The funeral of Rev. Virgil Miller, who died last Sunday morning at the Free Baptist church, was largely attended. He had been pastor of the church for a number of years and was loved by all who knew him. Rev. Davis preached the funeral sermon. — [789, 850, 945, 953]
clisby-phone: Phone Main 6742-J. — [1207, 1178, 1296, 1189]
article-paragraph: As we see it, the justice has ruled rightfully in accordance with the intent of the legislature which seeks to maintain the larger control over the citizens in the name of the State. If Winston-Salem will have special laws it must go to the legislature which will especially empower it to make them. — [293, 423, 449, 538]
article-paragraph: WILLIAMS BROS., Manufacturers. 2401 1/2 Cochran St. Dallas, Texas — [458, 964, 614, 999]
lower-ads-area — [1200, 1302, 1596, 2259]
published-line: PUBLISHED EVERY SATURDAY — [152, 192, 254, 216]
article-byline: (By J. G. Griffin, 2922 Cochran Street. Assistant, Mrs. Annie Williams, 2914 Holmes Street.) — [299, 1371, 443, 1405]
divider — [293, 1208, 449, 1209]
